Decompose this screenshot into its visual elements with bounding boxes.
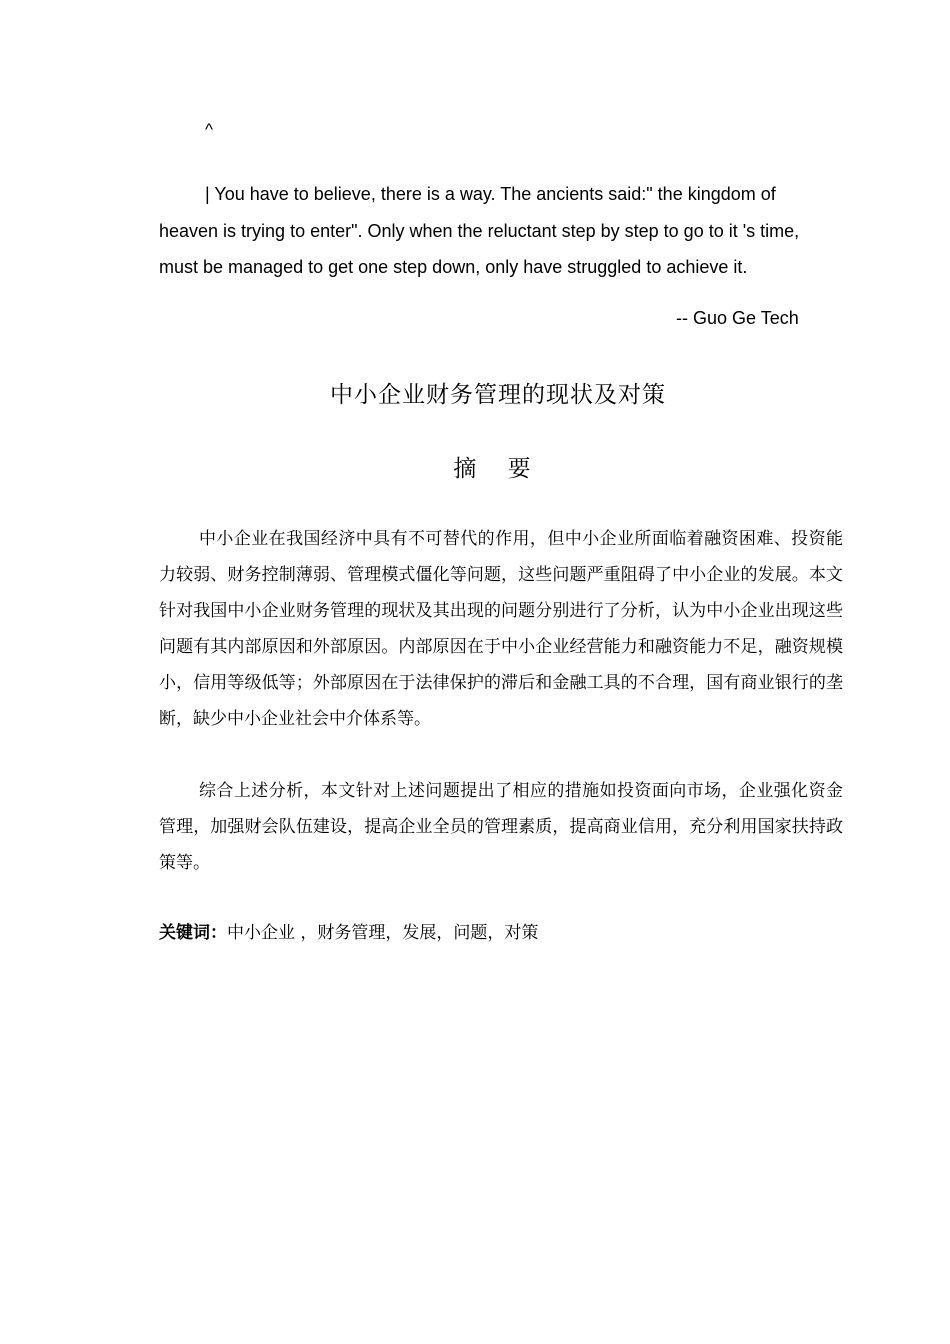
document-title: 中小企业财务管理的现状及对策 — [330, 382, 666, 408]
abstract-heading: 摘 要 — [453, 456, 543, 482]
abstract-paragraph-2: 综合上述分析，本文针对上述问题提出了相应的措施如投资面向市场，企业强化资金管理，加强财会队伍建设，提高企业全员的管理素质，提高商业信用，充分利用国家扶持政策等。 — [159, 781, 843, 873]
header-quote: | You have to believe, there is a way. The ancients said:" the kingdom of heaven is trying to enter". Only when the reluctant step by step to go to it 's time, must be managed to get one step down, only have struggled to achieve it. — [159, 184, 800, 277]
quote-attribution: -- Guo Ge Tech — [676, 308, 799, 328]
keywords-line — [159, 918, 538, 948]
keywords-value: 中小企业 ，财务管理，发展，问题，对策 — [227, 923, 539, 943]
caret-mark: ^ — [205, 120, 213, 139]
abstract-paragraph-1: 中小企业在我国经济中具有不可替代的作用，但中小企业所面临着融资困难、投资能力较弱、财务控制薄弱、管理模式僵化等问题，这些问题严重阻碍了中小企业的发展。本文针对我国中小企业财务管理的现状及其出现的问题分别进行了分析，认为中小企业出现这些问题有其内部原因和外部原因。内部原因在于中小企业经营能力和融资能力不足，融资规模小，信用等级低等；外部原因在于法律保护的滞后和金融工具的不合理，国有商业银行的垄断，缺少中小企业社会中介体系等。 — [159, 529, 843, 729]
keywords-label: 关键词： — [159, 923, 227, 943]
